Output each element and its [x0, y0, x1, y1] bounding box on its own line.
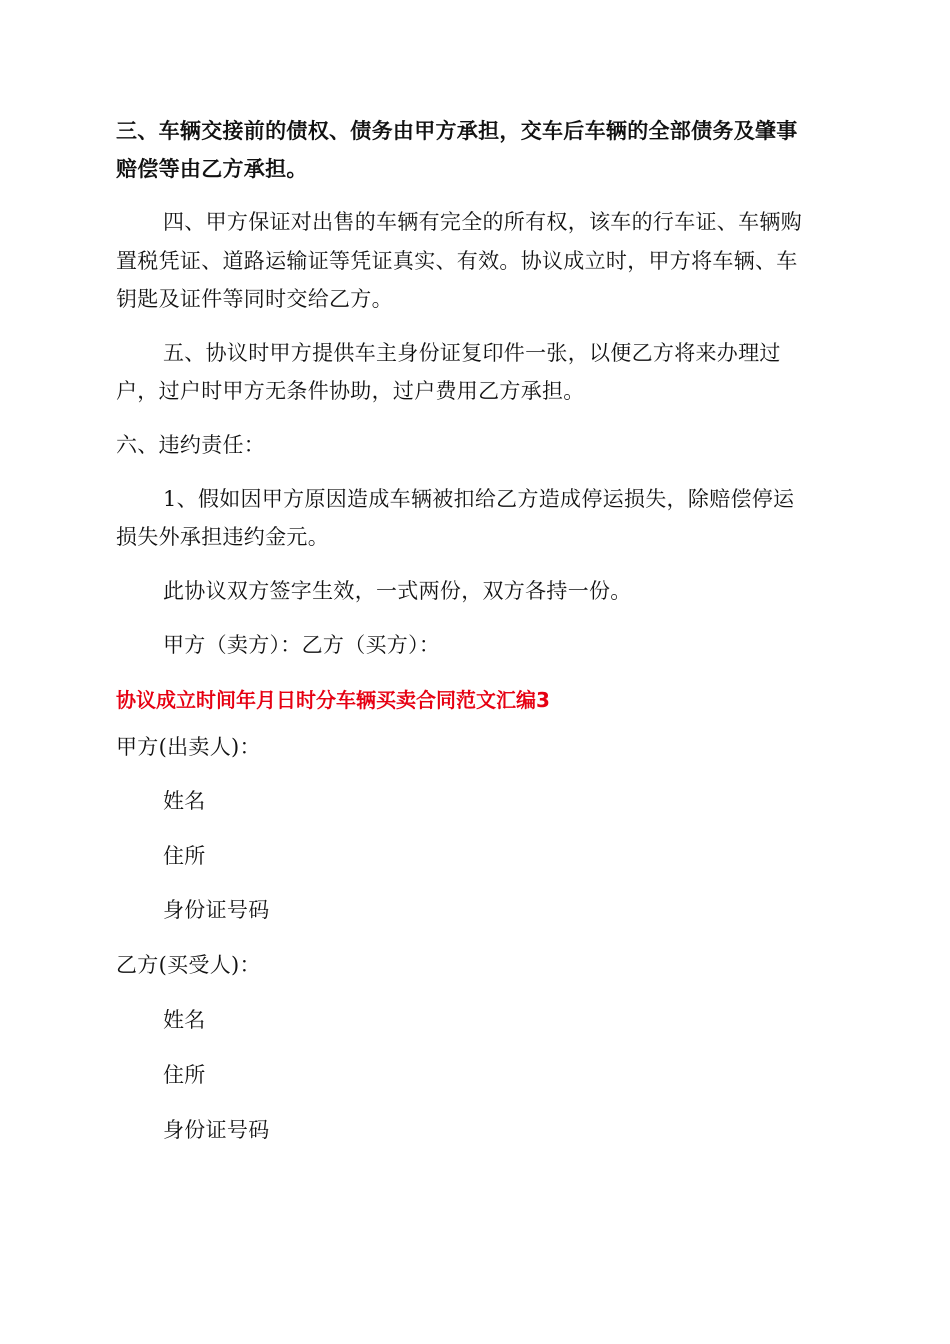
- party-a-name: 姓名: [163, 789, 206, 813]
- clause-5-line-2: 户，过户时甲方无条件协助，过户费用乙方承担。: [116, 379, 585, 403]
- clause-3-line-2: 赔偿等由乙方承担。: [116, 157, 308, 181]
- party-b-id-number: 身份证号码: [163, 1118, 270, 1142]
- party-a-id-number: 身份证号码: [163, 898, 270, 922]
- clause-4-line-1: 四、甲方保证对出售的车辆有完全的所有权，该车的行车证、车辆购: [163, 210, 802, 234]
- party-b-name: 姓名: [163, 1008, 206, 1032]
- effect-statement: 此协议双方签字生效，一式两份，双方各持一份。: [163, 579, 632, 603]
- clause-6-item-1-line-2: 损失外承担违约金元。: [116, 525, 329, 549]
- party-b-label: 乙方(买受人)：: [116, 953, 261, 977]
- clause-3-line-1: 三、车辆交接前的债权、债务由甲方承担，交车后车辆的全部债务及肇事: [116, 119, 798, 143]
- section-heading: 协议成立时间年月日时分车辆买卖合同范文汇编3: [116, 688, 550, 712]
- clause-6-title: 六、违约责任：: [116, 433, 266, 457]
- signature-line: 甲方（卖方）：乙方（买方）：: [163, 633, 441, 657]
- party-a-label: 甲方(出卖人)：: [116, 735, 261, 759]
- party-b-address: 住所: [163, 1063, 206, 1087]
- clause-4-line-2: 置税凭证、道路运输证等凭证真实、有效。协议成立时，甲方将车辆、车: [116, 249, 798, 273]
- clause-5-line-1: 五、协议时甲方提供车主身份证复印件一张，以便乙方将来办理过: [163, 341, 781, 365]
- party-a-address: 住所: [163, 844, 206, 868]
- clause-4-line-3: 钥匙及证件等同时交给乙方。: [116, 287, 393, 311]
- clause-6-item-1-line-1: 1、假如因甲方原因造成车辆被扣给乙方造成停运损失，除赔偿停运: [163, 487, 795, 511]
